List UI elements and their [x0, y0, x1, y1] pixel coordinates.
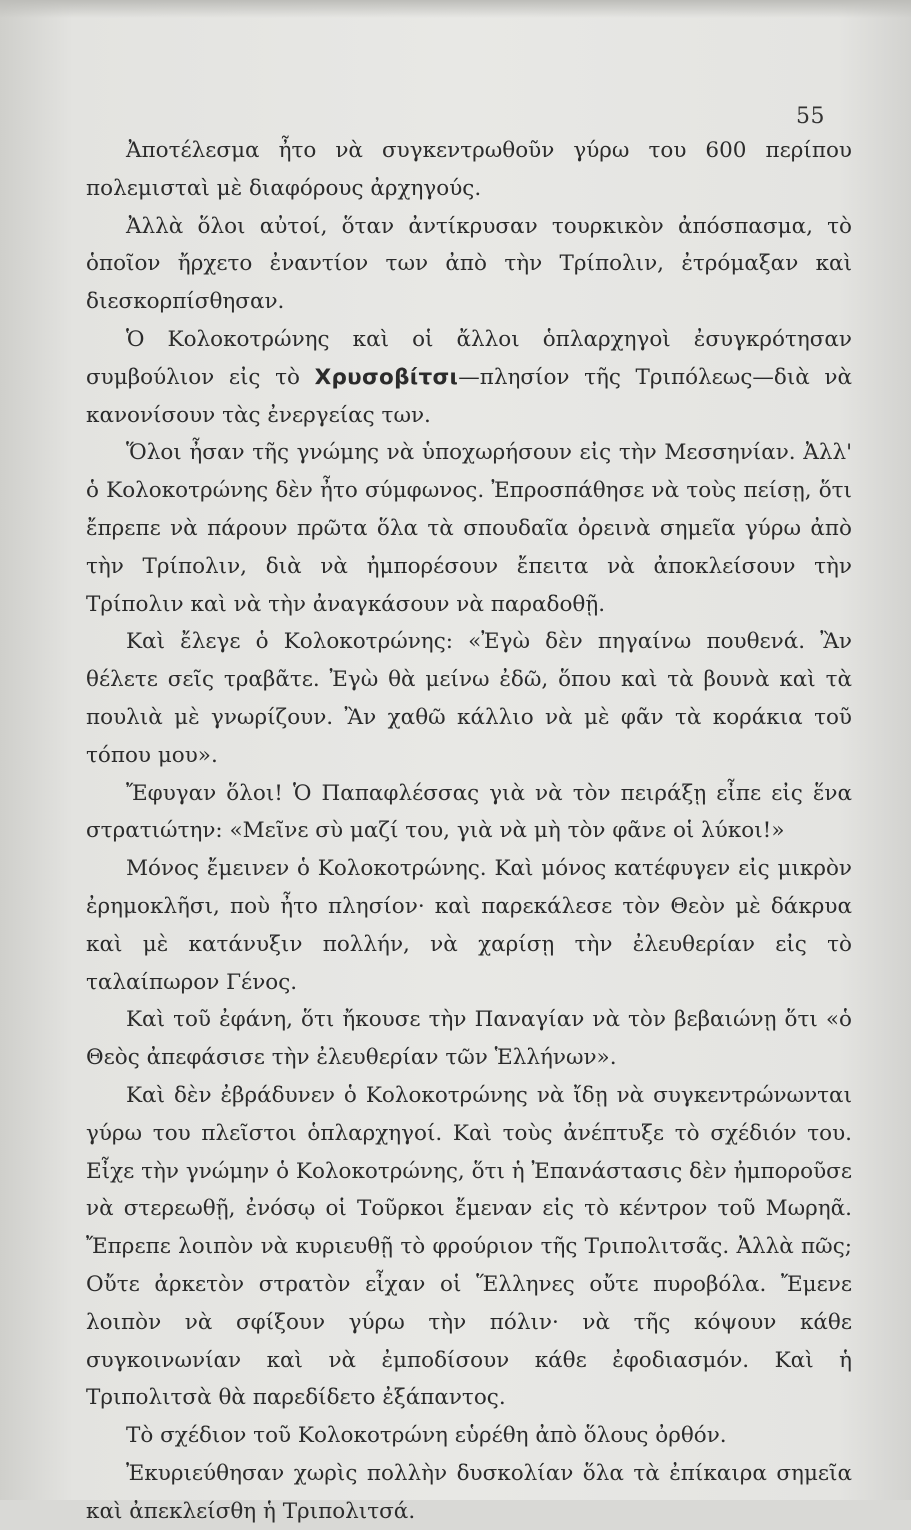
paragraph: Καὶ δὲν ἐβράδυνεν ὁ Κολοκοτρώνης νὰ ἴδῃ νὰ συγκεντρώνωνται γύρω του πλεῖστοι ὁπλαρχηγοί. Καὶ τοὺς ἀνέπτυξε τὸ σχέδιόν του. Εἶχε τὴν γνώμην ὁ Κολοκοτρώνης, ὅτι ἡ Ἐπανάστασις δὲν ἠμποροῦσε νὰ στερεωθῇ, ἐνόσῳ οἱ Τοῦρκοι ἔμεναν εἰς τὸ κέντρον τοῦ Μωρηᾶ. Ἔπρεπε λοιπὸν νὰ κυριευθῇ τὸ φρούριον τῆς Τριπολιτσᾶς. Ἀλλὰ πῶς; Οὔτε ἀρκετὸν στρατὸν εἶχαν οἱ Ἕλληνες οὔτε πυροβόλα. Ἔμενε λοιπὸν νὰ σφίξουν γύρω τὴν πόλιν· νὰ τῆς κόψουν κάθε συγκοινωνίαν καὶ νὰ ἐμποδίσουν κάθε ἐφοδιασμόν. Καὶ ἡ Τριπολιτσὰ θὰ παρεδίδετο ἐξάπαντος.: [86, 1082, 852, 1411]
place-name-bold: Χρυσοβίτσι: [314, 364, 459, 390]
paragraph-text: —πλησίον τῆς Τριπόλεως—διὰ νὰ κανονίσουν τὰς ἐνεργείας των.: [86, 364, 852, 428]
paragraph: Ἐκυριεύθησαν χωρὶς πολλὴν δυσκολίαν ὅλα τὰ ἐπίκαιρα σημεῖα καὶ ἀπεκλείσθη ἡ Τριπολιτσά.: [86, 1460, 852, 1524]
paragraph: Ἔφυγαν ὅλοι! Ὁ Παπαφλέσσας γιὰ νὰ τὸν πειράξῃ εἶπε εἰς ἕνα στρατιώτην: «Μεῖνε σὺ μαζί του, γιὰ νὰ μὴ τὸν φᾶνε οἱ λύκοι!»: [86, 780, 852, 844]
paragraph: Ἀλλὰ ὅλοι αὐτοί, ὅταν ἀντίκρυσαν τουρκικὸν ἀπόσπασμα, τὸ ὁποῖον ἤρχετο ἐναντίον των ἀπὸ τὴν Τρίπολιν, ἐτρόμαξαν καὶ διεσκορπίσθησαν.: [86, 213, 852, 315]
paragraph: Ὅλοι ἦσαν τῆς γνώμης νὰ ὑποχωρήσουν εἰς τὴν Μεσσηνίαν. Ἀλλ' ὁ Κολοκοτρώνης δὲν ἦτο σύμφωνος. Ἐπροσπάθησε νὰ τοὺς πείσῃ, ὅτι ἔπρεπε νὰ πάρουν πρῶτα ὅλα τὰ σπουδαῖα ὀρεινὰ σημεῖα γύρω ἀπὸ τὴν Τρίπολιν, διὰ νὰ ἠμπορέσουν ἔπειτα νὰ ἀποκλείσουν τὴν Τρίπολιν καὶ νὰ τὴν ἀναγκάσουν νὰ παραδοθῇ.: [86, 440, 852, 617]
paragraph: Μόνος ἔμεινεν ὁ Κολοκοτρώνης. Καὶ μόνος κατέφυγεν εἰς μικρὸν ἐρημοκλῆσι, ποὺ ἦτο πλησίον· καὶ παρεκάλεσε τὸν Θεὸν μὲ δάκρυα καὶ μὲ κατάνυξιν πολλήν, νὰ χαρίσῃ τὴν ἐλευθερίαν εἰς τὸ ταλαίπωρον Γένος.: [86, 856, 852, 995]
paragraph: [86, 321, 852, 434]
paragraph: Τὸ σχέδιον τοῦ Κολοκοτρώνη εὑρέθη ἀπὸ ὅλους ὀρθόν.: [126, 1423, 727, 1449]
paragraph: Ἀποτέλεσμα ἦτο νὰ συγκεντρωθοῦν γύρω του 600 περίπου πολεμισταὶ μὲ διαφόρους ἀρχηγούς.: [86, 138, 852, 201]
paragraph: Καὶ ἔλεγε ὁ Κολοκοτρώνης: «Ἐγὼ δὲν πηγαίνω πουθενά. Ἂν θέλετε σεῖς τραβᾶτε. Ἐγὼ θὰ μείνω ἐδῶ, ὅπου καὶ τὰ βουνὰ καὶ τὰ πουλιὰ μὲ γνωρίζουν. Ἂν χαθῶ κάλλιο νὰ μὲ φᾶν τὰ κοράκια τοῦ τόπου μου».: [86, 629, 852, 768]
body-text: [86, 132, 852, 1530]
page-number: 55: [796, 104, 825, 129]
paragraph: Καὶ τοῦ ἐφάνη, ὅτι ἤκουσε τὴν Παναγίαν νὰ τὸν βεβαιώνῃ ὅτι «ὁ Θεὸς ἀπεφάσισε τὴν ἐλευθερίαν τῶν Ἑλλήνων».: [86, 1007, 852, 1071]
paragraph-text: Ὁ Κολοκοτρώνης καὶ οἱ ἄλλοι ὁπλαρχηγοὶ ἐσυγκρότησαν συμβούλιον εἰς τὸ: [86, 326, 852, 390]
